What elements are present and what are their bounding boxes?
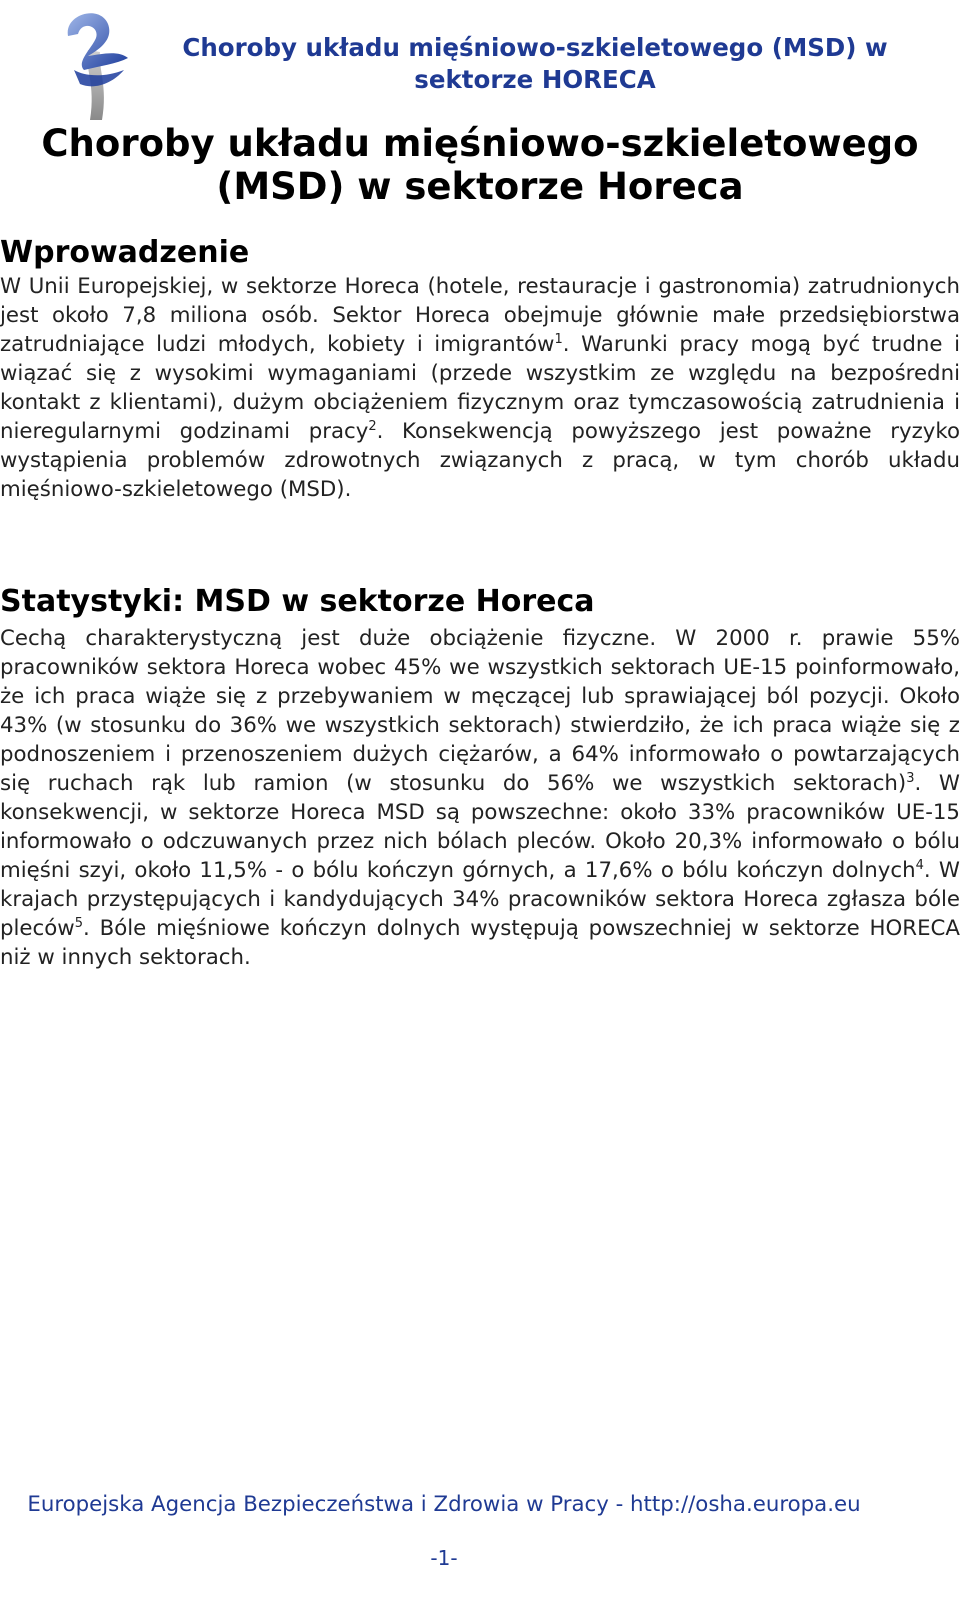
header-title: Choroby układu mięśniowo-szkieletowego (MSD) w sektorze HORECA <box>182 33 888 94</box>
document-title: Choroby układu mięśniowo-szkieletowego (MSD) w sektorze Horeca <box>41 122 919 208</box>
agency-logo <box>58 6 134 124</box>
footnote-ref-3: 3 <box>906 770 915 786</box>
stats-text-4: . Bóle mięśniowe kończyn dolnych występują powszechniej w sektorze HORECA niż w innych sektorach. <box>0 916 960 970</box>
footnote-ref-4: 4 <box>915 857 924 873</box>
stats-text-1: Cechą charakterystyczną jest duże obciążenie fizyczne. W 2000 r. prawie 55% pracowników sektora Horeca wobec 45% we wszystkich sektorach UE-15 poinformowało, że ich praca wiąże się z przebywaniem w męczącej lub sprawiającej ból pozycji. Około 43% (w stosunku do 36% we wszystkich sektorach) stwierdziło, że ich praca wiąże się z podnoszeniem i przenoszeniem dużych ciężarów, a 64% informowało o powtarzających się ruchach rąk lub ramion (w stosunku do 56% we wszystkich sektorach) <box>0 626 960 796</box>
section-heading-stats: Statystyki: MSD w sektorze Horeca <box>0 584 595 619</box>
intro-paragraph <box>0 272 960 504</box>
footnote-ref-5: 5 <box>74 915 83 931</box>
intro-text-2: . Warunki pracy mogą być trudne i wiązać się z wysokimi wymaganiami (przede wszystkim ze względu na bezpośredni kontakt z klientami), dużym obciążeniem fizycznym oraz tymczasowością zatrudnienia i nieregularnymi godzinami pracy <box>0 332 960 444</box>
intro-text-1: W Unii Europejskiej, w sektorze Horeca (hotele, restauracje i gastronomia) zatrudnionych jest około 7,8 miliona osób. Sektor Horeca obejmuje głównie małe przedsiębiorstwa zatrudniające ludzi młodych, kobiety i imigrantów <box>0 274 960 357</box>
section-heading-intro: Wprowadzenie <box>0 235 250 270</box>
intro-text-3: . Konsekwencją powyższego jest poważne ryzyko wystąpienia problemów zdrowotnych związanych z pracą, w tym chorób układu mięśniowo-szkieletowego (MSD). <box>0 419 960 502</box>
stats-text-2: . W konsekwencji, w sektorze Horeca MSD są powszechne: około 33% pracowników UE-15 informowało o odczuwanych przez nich bólach pleców. Około 20,3% informowało o bólu mięśni szyi, około 11,5% - o bólu kończyn górnych, a 17,6% o bólu kończyn dolnych <box>0 771 960 883</box>
stats-paragraph <box>0 624 960 972</box>
footnote-ref-2: 2 <box>368 418 377 434</box>
stats-text-3: . W krajach przystępujących i kandydujących 34% pracowników sektora Horeca zgłasza bóle pleców <box>0 858 960 941</box>
page-number: -1- <box>430 1546 458 1570</box>
footer-agency: Europejska Agencja Bezpieczeństwa i Zdrowia w Pracy - http://osha.europa.eu <box>27 1492 861 1517</box>
footnote-ref-1: 1 <box>554 331 563 347</box>
